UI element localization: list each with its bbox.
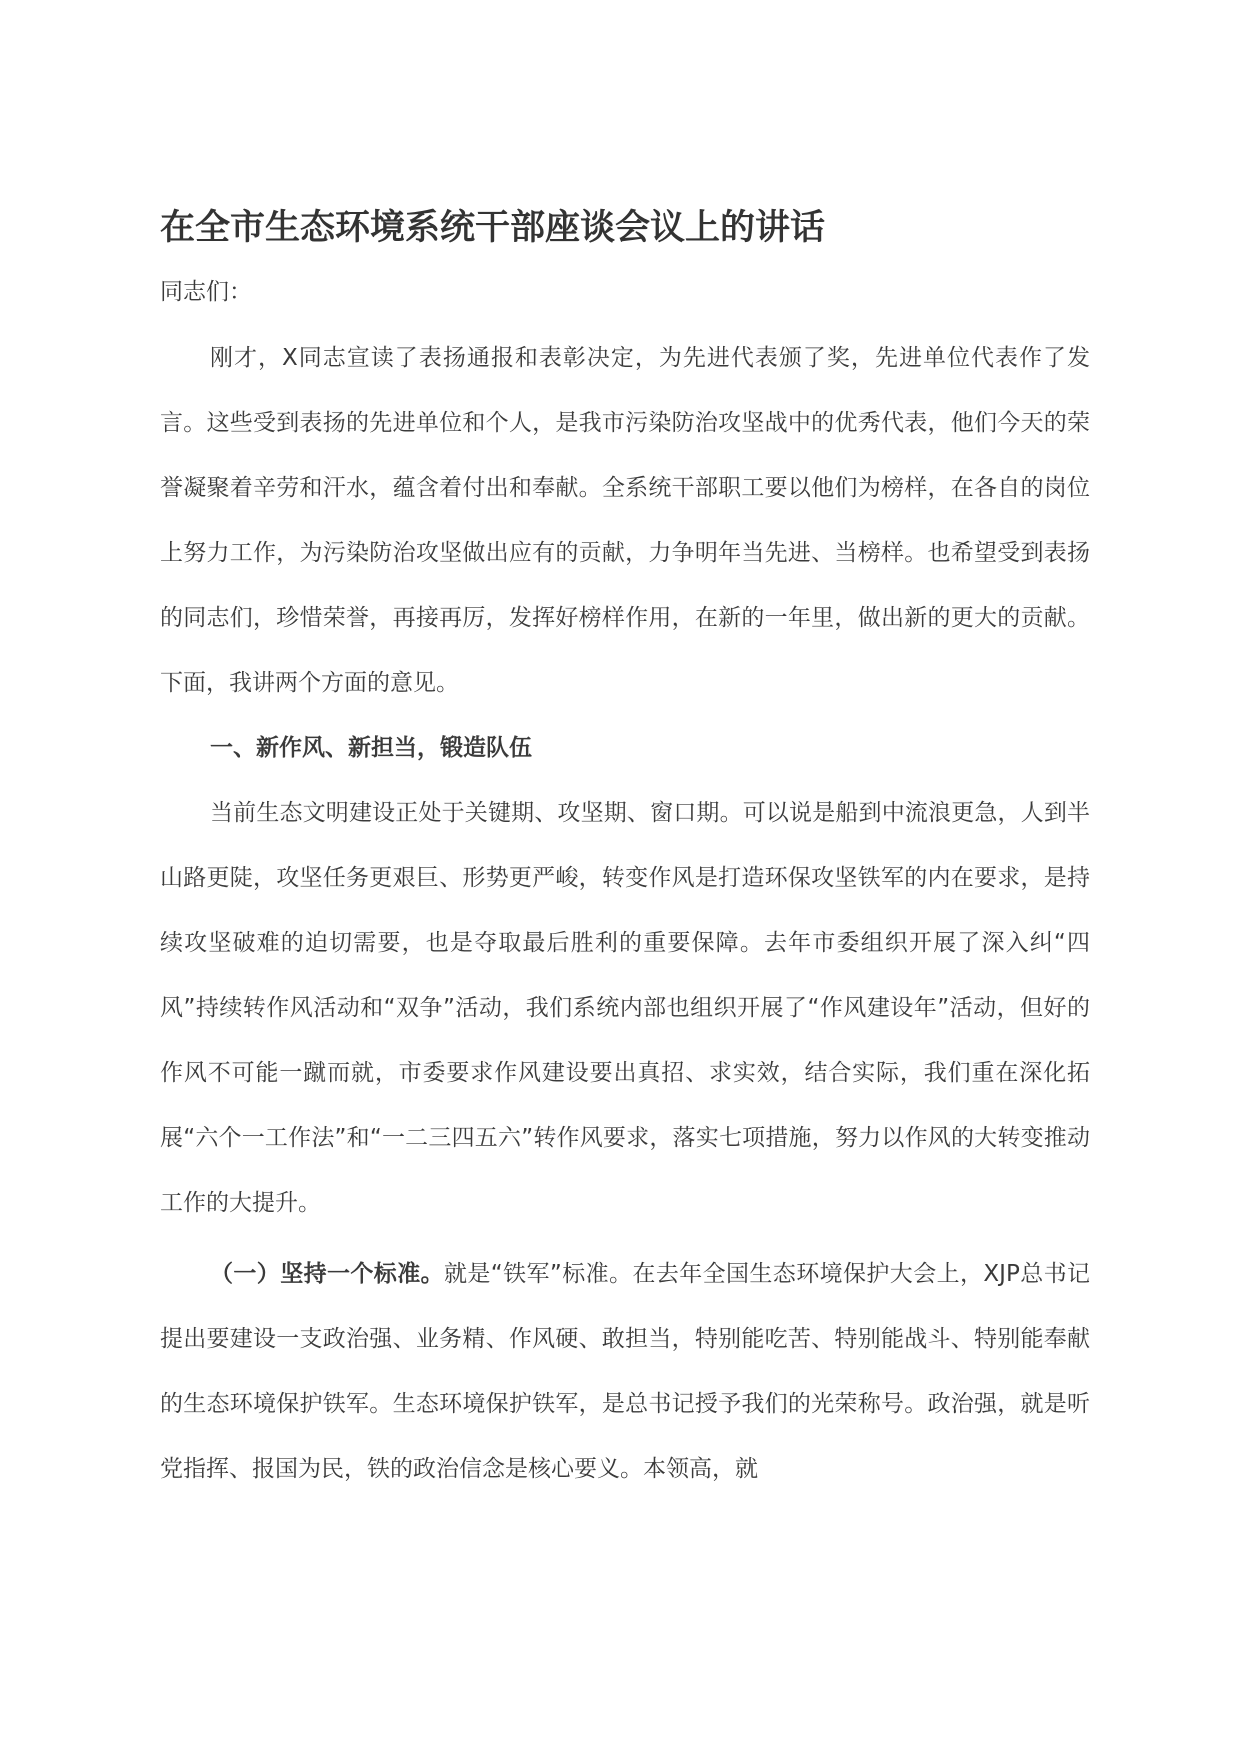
subsection-1-title: （一）坚持一个标准。 <box>210 1261 444 1287</box>
intro-paragraph: 刚才，X同志宣读了表扬通报和表彰决定，为先进代表颁了奖，先进单位代表作了发言。这些受到表扬的先进单位和个人，是我市污染防治攻坚战中的优秀代表，他们今天的荣誉凝聚着辛劳和汗水，蕴含着付出和奉献。全系统干部职工要以他们为榜样，在各自的岗位上努力工作，为污染防治攻坚做出应有的贡献，力争明年当先进、当榜样。也希望受到表扬的同志们，珍惜荣誉，再接再厉，发挥好榜样作用，在新的一年里，做出新的更大的贡献。下面，我讲两个方面的意见。 <box>160 345 1090 696</box>
section-heading-1: 一、新作风、新担当，锻造队伍 <box>210 735 532 761</box>
document-title: 在全市生态环境系统干部座谈会议上的讲话 <box>160 208 826 248</box>
salutation: 同志们： <box>160 279 252 305</box>
document-page <box>160 196 1090 1502</box>
section1-paragraph: 当前生态文明建设正处于关键期、攻坚期、窗口期。可以说是船到中流浪更急，人到半山路更陡，攻坚任务更艰巨、形势更严峻，转变作风是打造环保攻坚铁军的内在要求，是持续攻坚破难的迫切需要，也是夺取最后胜利的重要保障。去年市委组织开展了深入纠“四风”持续转作风活动和“双争”活动，我们系统内部也组织开展了“作风建设年”活动，但好的作风不可能一蹴而就，市委要求作风建设要出真招、求实效，结合实际，我们重在深化拓展“六个一工作法”和“一二三四五六”转作风要求，落实七项措施，努力以作风的大转变推动工作的大提升。 <box>160 800 1090 1216</box>
subsection-1-paragraph <box>160 1242 1090 1502</box>
subsection-1-text: 就是“铁军”标准。在去年全国生态环境保护大会上，XJP总书记提出要建设一支政治强、业务精、作风硬、敢担当，特别能吃苦、特别能战斗、特别能奉献的生态环境保护铁军。生态环境保护铁军，是总书记授予我们的光荣称号。政治强，就是听党指挥、报国为民，铁的政治信念是核心要义。本领高，就 <box>160 1261 1091 1482</box>
